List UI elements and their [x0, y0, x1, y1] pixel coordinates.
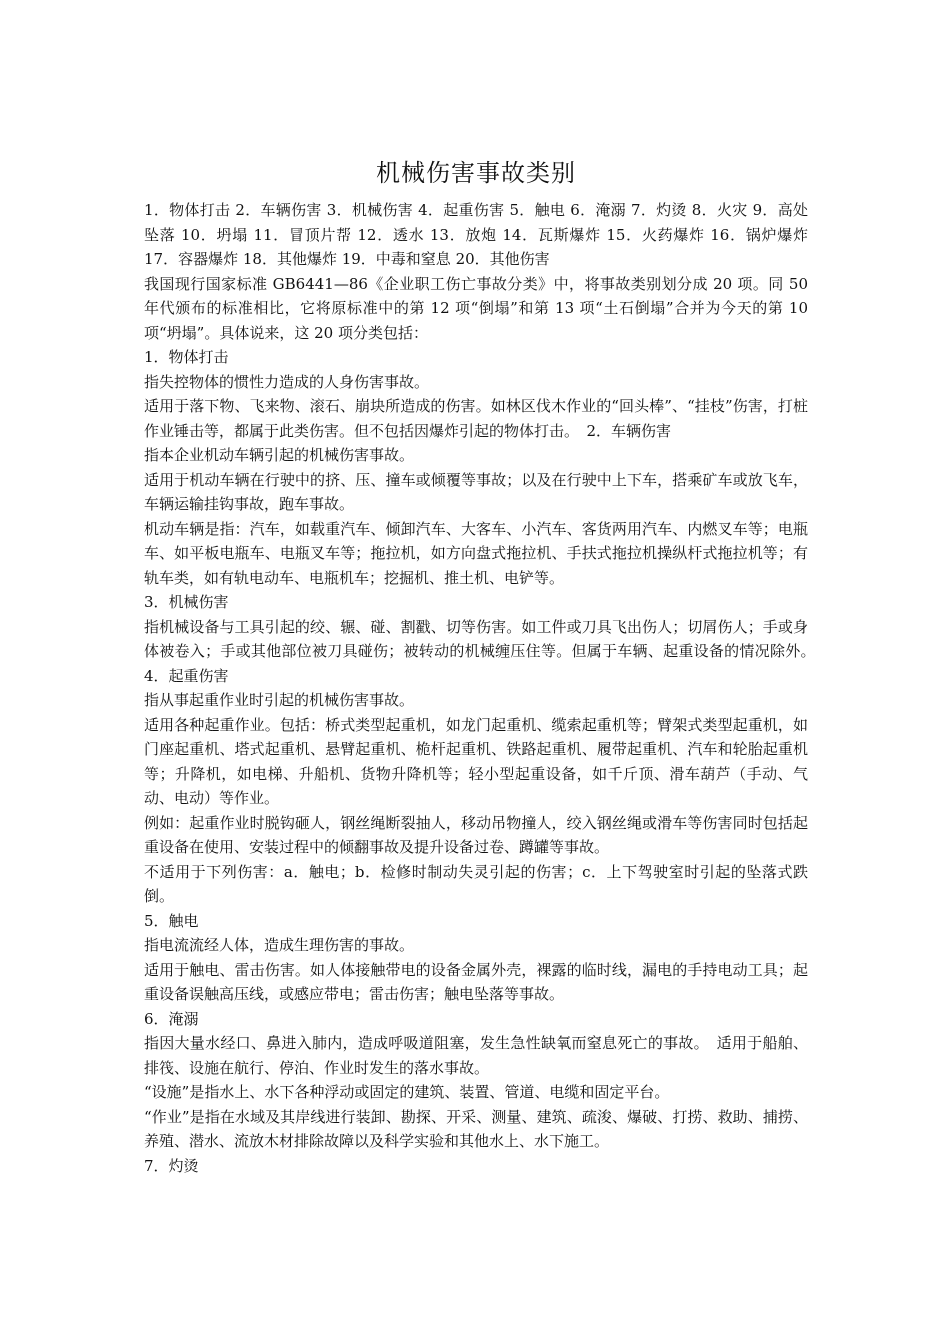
paragraph-electric-scope: 适用于触电、雷击伤害。如人体接触带电的设备金属外壳，裸露的临时线，漏电的手持电动工具；起重设备误触高压线，或感应带电；雷击伤害；触电坠落等事故。 [144, 960, 808, 1003]
paragraph-lifting-scope: 适用各种起重作业。包括：桥式类型起重机，如龙门起重机、缆索起重机等；臂架式类型起重机，如门座起重机、塔式起重机、悬臂起重机、桅杆起重机、铁路起重机、履带起重机、汽车和轮胎起重机等；升降机，如电梯、升船机、货物升降机等；轻小型起重设备，如千斤顶、滑车葫芦（手动、气动、电动）等作业。 [144, 715, 808, 807]
paragraph-operation-definition: “作业”是指在水域及其岸线进行装卸、勘探、开采、测量、建筑、疏浚、爆破、打捞、救助、捕捞、养殖、潜水、流放木材排除故障以及科学实验和其他水上、水下施工。 [144, 1107, 808, 1150]
heading-electric-shock: 5．触电 [144, 911, 199, 930]
heading-object-strike: 1．物体打击 [144, 348, 229, 366]
paragraph-lifting-definition: 指从事起重作业时引起的机械伤害事故。 [144, 691, 415, 709]
paragraph-accident-list: 1．物体打击 2．车辆伤害 3．机械伤害 4．起重伤害 5．触电 6．淹溺 7．灼烫 8．火灾 9．高处坠落 10．坍塌 11．冒顶片帮 12．透水 13．放炮 14．瓦斯爆炸 15．火药爆炸 16．锅炉爆炸 17．容器爆炸 18．其他爆炸 19．中毒和窒息 20．其他伤害 [144, 201, 808, 268]
paragraph-object-strike-scope: 适用于落下物、飞来物、滚石、崩块所造成的伤害。如林区伐木作业的“回头棒”、“挂枝”伤害，打桩作业锤击等，都属于此类伤害。但不包括因爆炸引起的物体打击。 2．车辆伤害 [144, 397, 808, 440]
heading-mechanical-injury: 3．机械伤害 [144, 593, 229, 611]
paragraph-vehicle-types: 机动车辆是指：汽车，如载重汽车、倾卸汽车、大客车、小汽车、客货两用汽车、内燃叉车等；电瓶车、如平板电瓶车、电瓶叉车等；拖拉机，如方向盘式拖拉机、手扶式拖拉机操纵杆式拖拉机等；有轨车类，如有轨电动车、电瓶机车；挖掘机、推土机、电铲等。 [144, 519, 808, 587]
document-title: 机械伤害事故类别 [376, 159, 576, 187]
paragraph-drowning-definition: 指因大量水经口、鼻进入肺内，造成呼吸道阻塞，发生急性缺氧而窒息死亡的事故。 适用于船舶、排筏、设施在航行、停泊、作业时发生的落水事故。 [144, 1034, 808, 1077]
document-page [144, 152, 824, 1178]
heading-drowning: 6．淹溺 [144, 1009, 199, 1028]
paragraph-vehicle-scope: 适用于机动车辆在行驶中的挤、压、撞车或倾覆等事故；以及在行驶中上下车，搭乘矿车或放飞车，车辆运输挂钩事故，跑车事故。 [144, 470, 808, 513]
paragraph-facility-definition: “设施”是指水上、水下各种浮动或固定的建筑、装置、管道、电缆和固定平台。 [144, 1083, 670, 1101]
paragraph-standard-intro: 我国现行国家标准 GB6441—86《企业职工伤亡事故分类》中，将事故类别划分成 20 项。同 50 年代颁布的标准相比，它将原标准中的第 12 项“倒塌”和第 13 项“土石倒塌”合并为今天的第 10 项“坍塌”。具体说来，这 20 项分类包括： [144, 274, 808, 342]
paragraph-lifting-examples: 例如：起重作业时脱钩砸人，钢丝绳断裂抽人，移动吊物撞人，绞入钢丝绳或滑车等伤害同时包括起重设备在使用、安装过程中的倾翻事故及提升设备过卷、蹲罐等事故。 [144, 813, 808, 856]
paragraph-electric-definition: 指电流流经人体，造成生理伤害的事故。 [144, 936, 415, 954]
paragraph-lifting-exclusions: 不适用于下列伤害：a．触电；b．检修时制动失灵引起的伤害；c．上下驾驶室时引起的坠落式跌倒。 [144, 862, 808, 905]
paragraph-object-strike-definition: 指失控物体的惯性力造成的人身伤害事故。 [144, 372, 430, 391]
paragraph-mechanical-definition: 指机械设备与工具引起的绞、辗、碰、割戳、切等伤害。如工件或刀具飞出伤人；切屑伤人；手或身体被卷入；手或其他部位被刀具碰伤；被转动的机械缠压住等。但属于车辆、起重设备的情况除外。 4．起重伤害 [144, 617, 824, 685]
paragraph-vehicle-definition: 指本企业机动车辆引起的机械伤害事故。 [144, 446, 415, 464]
heading-burns: 7．灼烫 [144, 1156, 199, 1175]
